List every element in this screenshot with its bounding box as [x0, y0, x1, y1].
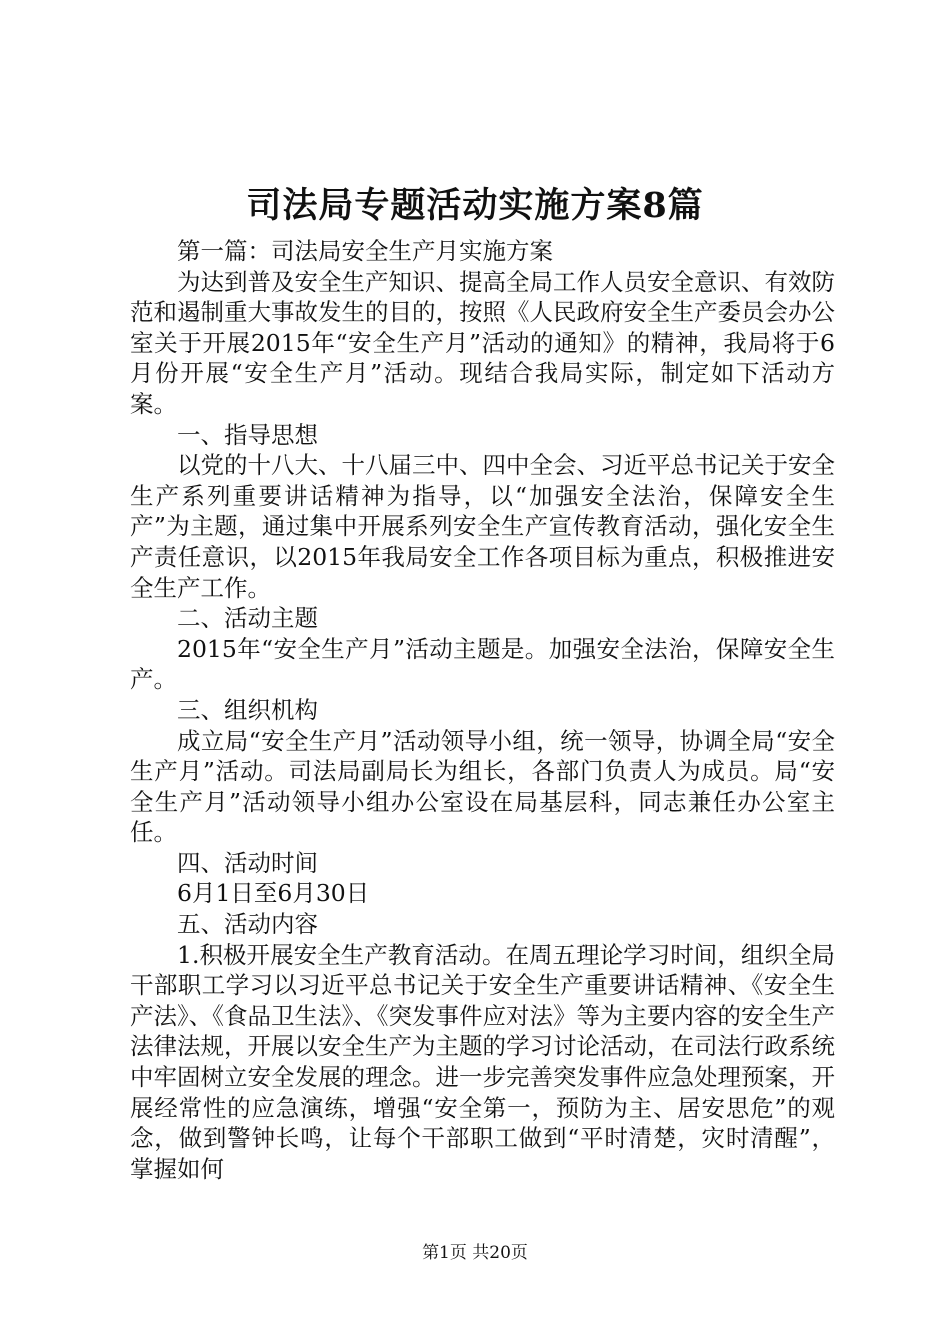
page-footer: 第1页 共20页	[422, 1243, 528, 1263]
section-title: 第一篇：司法局安全生产月实施方案	[177, 237, 553, 265]
paragraph: 成立局“安全生产月”活动领导小组，统一领导，协调全局“安全生产月”活动。司法局副局长为组长，各部门负责人为成员。局“安全生产月”活动领导小组办公室设在局基层科，同志兼任办公室主任。	[130, 726, 835, 847]
paragraph: 6月1日至6月30日	[177, 879, 370, 908]
paragraph: 为达到普及安全生产知识、提高全局工作人员安全意识、有效防范和遏制重大事故发生的目的，按照《人民政府安全生产委员会办公室关于开展2015年“安全生产月”活动的通知》的精神，我局将于6月份开展“安全生产月”活动。现结合我局实际，制定如下活动方案。	[130, 267, 835, 418]
paragraph: 2015年“安全生产月”活动主题是。加强安全法治，保障安全生产。	[130, 634, 835, 694]
section-heading: 五、活动内容	[177, 910, 318, 939]
document-title: 司法局专题活动实施方案8篇	[246, 185, 704, 226]
document-body	[130, 236, 835, 1184]
paragraph: 1.积极开展安全生产教育活动。在周五理论学习时间，组织全局干部职工学习以习近平总书记关于安全生产重要讲话精神、《安全生产法》、《食品卫生法》、《突发事件应对法》等为主要内容的安全生产法律法规，开展以安全生产为主题的学习讨论活动，在司法行政系统中牢固树立安全发展的理念。进一步完善突发事件应急处理预案，开展经常性的应急演练，增强“安全第一，预防为主、居安思危”的观念，做到警钟长鸣，让每个干部职工做到“平时清楚，灾时清醒”，掌握如何	[130, 940, 835, 1183]
section-heading: 四、活动时间	[177, 848, 318, 877]
section-heading: 三、组织机构	[177, 695, 318, 724]
section-heading: 二、活动主题	[177, 604, 318, 633]
paragraph: 以党的十八大、十八届三中、四中全会、习近平总书记关于安全生产系列重要讲话精神为指导，以“加强安全法治，保障安全生产”为主题，通过集中开展系列安全生产宣传教育活动，强化安全生产责任意识，以2015年我局安全工作各项目标为重点，积极推进安全生产工作。	[130, 451, 835, 602]
section-heading: 一、指导思想	[177, 420, 318, 449]
